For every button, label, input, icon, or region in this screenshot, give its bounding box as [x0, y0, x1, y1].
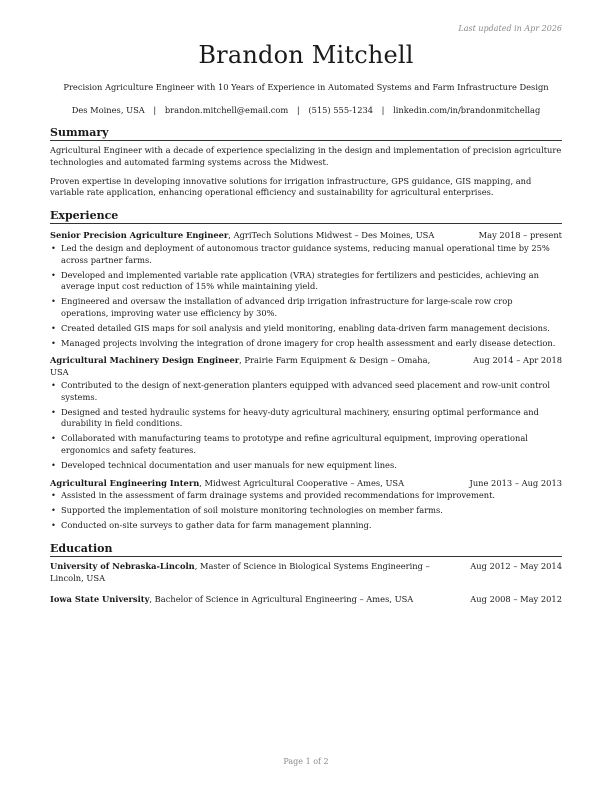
job-role: Senior Precision Agriculture Engineer — [50, 230, 229, 241]
experience-section — [50, 209, 562, 532]
job-bullets — [50, 380, 562, 472]
bullet-item: • Assisted in the assessment of farm drainage systems and provided recommendations for improvement. — [61, 490, 562, 502]
education-detail: , Bachelor of Science in Agricultural Engineering – Ames, USA — [149, 594, 414, 605]
summary-heading: Summary — [50, 126, 562, 141]
experience-heading: Experience — [50, 209, 562, 224]
bullet-item: • Contributed to the design of next-generation planters equipped with advanced seed placement and row-unit control systems. — [61, 380, 562, 404]
contact-location: Des Moines, USA — [71, 105, 145, 115]
bullet-item: • Led the design and deployment of autonomous tractor guidance systems, reducing manual operational time by 25% across partner farms. — [61, 243, 562, 267]
headline-tagline: Precision Agriculture Engineer with 10 Years of Experience in Automated Systems and Farm Infrastructure Design — [63, 82, 549, 92]
bullet-item: • Conducted on-site surveys to gather data for farm management planning. — [61, 520, 562, 532]
job-bullets — [50, 243, 562, 349]
bullet-item: • Managed projects involving the integration of drone imagery for crop health assessment and early disease detection. — [61, 338, 562, 350]
contact-separator: | — [296, 105, 300, 115]
education-school: University of Nebraska-Lincoln — [50, 560, 195, 571]
bullet-item: • Supported the implementation of soil moisture monitoring technologies on member farms. — [61, 505, 562, 517]
education-section — [50, 542, 562, 606]
job-header — [50, 478, 562, 490]
bullet-item: • Engineered and oversaw the installation of advanced drip irrigation infrastructure for large-scale row crop operations, improving water use efficiency by 30%. — [61, 296, 562, 320]
job-org: , Prairie Farm Equipment & Design – Omaha, USA — [50, 355, 431, 378]
bullet-item: • Collaborated with manufacturing teams to prototype and refine agricultural equipment, improving operational ergonomics and safety features. — [61, 433, 562, 457]
job-entry — [50, 230, 562, 349]
bullet-item: • Designed and tested hydraulic systems for heavy-duty agricultural machinery, ensuring optimal performance and durability in field conditions. — [61, 407, 562, 431]
bullet-item: • Created detailed GIS maps for soil analysis and yield monitoring, enabling data-driven farm management decisions. — [61, 323, 562, 335]
education-entry — [50, 594, 562, 606]
summary-paragraph: Agricultural Engineer with a decade of experience specializing in the design and implementation of precision agriculture technologies and automated farming systems across the Midwest. — [50, 145, 562, 167]
candidate-name: Brandon Mitchell — [198, 41, 414, 69]
job-dates: Aug 2014 – Apr 2018 — [473, 355, 562, 366]
bullet-item: • Developed and implemented variable rate application (VRA) strategies for fertilizers and pesticides, achieving an average input cost reduction of 15% while maintaining yield. — [61, 270, 562, 294]
education-entry — [50, 561, 562, 585]
education-dates: Aug 2012 – May 2014 — [470, 560, 562, 571]
contact-separator: | — [381, 105, 385, 115]
contact-phone: (515) 555-1234 — [308, 105, 374, 115]
page-number: Page 1 of 2 — [283, 757, 329, 766]
contact-separator: | — [153, 105, 157, 115]
contact-linkedin-link[interactable]: linkedin.com/in/brandonmitchellag — [393, 105, 541, 115]
job-role: Agricultural Engineering Intern — [50, 477, 200, 488]
contact-email-link[interactable]: brandon.mitchell@email.com — [164, 105, 289, 115]
job-role: Agricultural Machinery Design Engineer — [50, 355, 240, 366]
job-dates: May 2018 – present — [478, 230, 562, 241]
education-dates: Aug 2008 – May 2012 — [470, 594, 562, 605]
job-dates: June 2013 – Aug 2013 — [469, 477, 562, 488]
contact-line — [50, 104, 562, 116]
education-school: Iowa State University — [50, 594, 150, 605]
job-bullets — [50, 490, 562, 531]
education-detail: , Master of Science in Biological Systems Engineering – Lincoln, USA — [50, 560, 430, 583]
bullet-item: • Developed technical documentation and user manuals for new equipment lines. — [61, 460, 562, 472]
last-updated-note: Last updated in Apr 2026 — [458, 24, 562, 33]
job-entry — [50, 355, 562, 471]
summary-paragraph: Proven expertise in developing innovative solutions for irrigation infrastructure, GPS guidance, GIS mapping, and variable rate application, enhancing operational efficiency and sustainability for agricultural enterprises. — [50, 175, 532, 198]
job-entry — [50, 478, 562, 532]
job-header — [50, 230, 562, 242]
job-org: , AgriTech Solutions Midwest – Des Moines, USA — [228, 230, 435, 241]
job-org: , Midwest Agricultural Cooperative – Ames, USA — [199, 477, 405, 488]
summary-section — [50, 126, 562, 199]
job-header — [50, 355, 562, 379]
education-heading: Education — [50, 542, 562, 557]
